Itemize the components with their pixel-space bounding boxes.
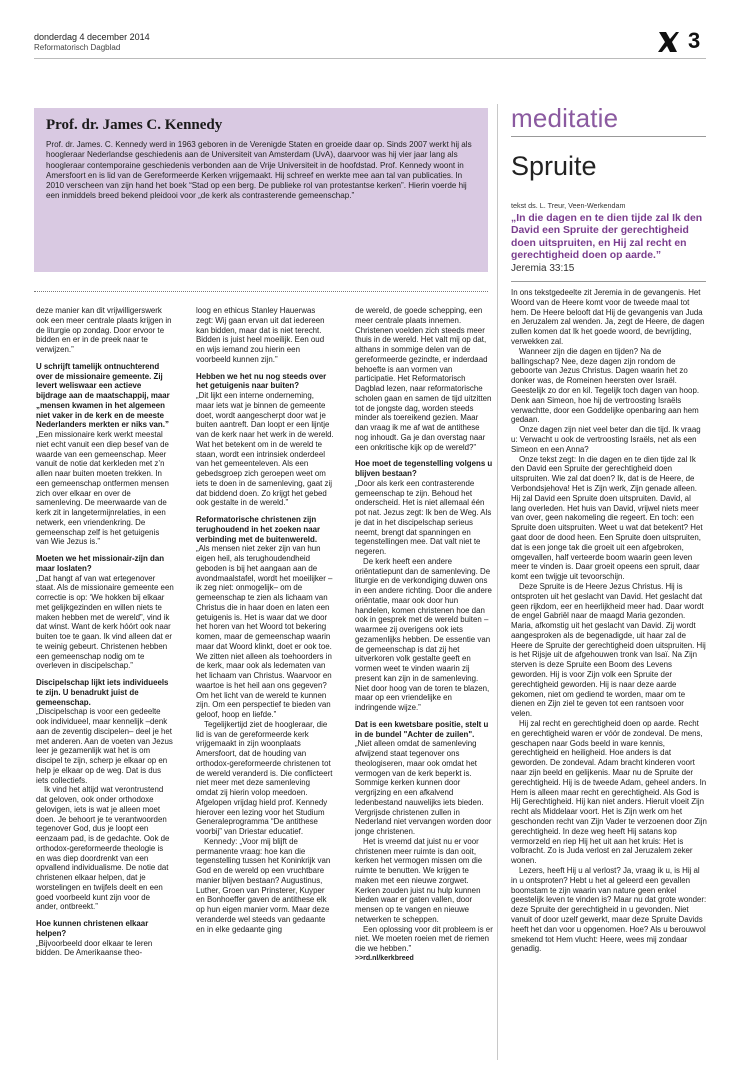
column-divider <box>497 104 498 1060</box>
article-paragraph: deze manier kan dit vrijwilligerswerk ook een meer centrale plaats krijgen in de liturgie op zondag. Door ervoor te bidden en er in de preek naar te verwijzen.” <box>36 306 172 354</box>
article-question: Discipelschap lijkt iets individueels te zijn. U benadrukt juist de gemeenschap. <box>36 678 169 707</box>
meditation-paragraph: Lezers, heeft Hij u al verlost? Ja, vraag ik u, is Hij al in u ontsproten? Hebt u het al geleerd een gevallen boomstam te zijn waarin van nature geen enkel geestelijk leven te vinden is? Maar nu dat grote wonder: deze Spruite der gerechtigheid in u gevonden. Niet vanuit of door uzelf gewerkt, maar deze Spruite Davids heeft het dan voor u opgenomen. Hoe? Als u berouwvol smekend tot Hem vlucht: Heere, wees mij zondaar genadig. <box>511 866 707 954</box>
article-column-3 <box>355 306 493 1064</box>
article-paragraph: de wereld, de goede schepping, een meer centrale plaats innemen. Christenen voelden zich steeds meer thuis in de wereld. Het valt mij op dat, althans in sommige delen van de gereformeerde gezindte, er inderdaad behoefte is aan vormen van participatie. Het Reformatorisch Dagblad lezen, naar reformatorische scholen gaan en samen de tijd uitzitten tot de jongste dag, worden steeds minder als toereikend gezien. Maar dan vraag ik me af wat de antithese nog inhoudt. Ga je dan overstag naar een onkritische kijk op de wereld?” <box>355 306 492 452</box>
meditation-paragraph: Wanneer zijn die dagen en tijden? Na de ballingschap? Nee, deze dagen zijn rondom de geboorte van Jezus Christus. Dagen waarin het zo donker was, de Romeinen heersten over Israël. Geestelijk zo dor en kil. Tegelijk toch dagen van hoop. Denk aan Simeon, hoe hij de vertroosting Israëls verwachtte, door een Goddelijke openbaring aan hem gedaan. <box>511 346 700 425</box>
meditation-paragraph: Hij zal recht en gerechtigheid doen op aarde. Recht en gerechtigheid waren er vóór de zondeval. De mens, geschapen naar Gods beeld in ware kennis, gerechtigheid en heiligheid. Hoe anders is dat geworden. De zondeval. Adam bracht kinderen voort naar zijn beeld en gelijkenis. Maar nu de Spruite der gerechtigheid. Hij is de tweede Adam, geheel anders. In Hem is alleen maar recht en gerechtigheid. Als God is Hij Gerechtigheid. Hij kan niet anders. Hieruit vloeit Zijn recht als Middelaar voort. Het is Zijn werk om het geschonden recht van Zijn Vader te verzoenen door Zijn gerechtigheid. In deze weg heeft Hij satans kop vermorzeld en riep Hij het uit aan het kruis: Het is volbracht. Zo is Juda verlost en zal Jeruzalem zeker wonen. <box>511 719 707 866</box>
article-paragraph: Het is vreemd dat juist nu er voor christenen meer ruimte is dan ooit, kerken het vermogen missen om die ruimte te benutten. We krijgen te maken met een nieuwe zorgwet. Kerken zouden juist nu hulp kunnen bieden waar er gaten vallen, door mensen op te vangen en nieuwe netwerken te scheppen. <box>355 836 483 924</box>
article-question: Hebben we het nu nog steeds over het getuigenis naar buiten? <box>196 371 327 391</box>
article-paragraph: Een oplossing voor dit probleem is er niet. We moeten roeien met de riemen die we hebben.” <box>355 924 493 953</box>
article-paragraph: „Als mensen niet zeker zijn van hun eigen heil, als terughoudendheid geboden is bij het aangaan aan de avondmaalstafel, wordt het moeilijker –ik zeg niet: onmogelijk– om de gemeenschap te zien als lichaam van Christus die in haar doen en laten een getuigenis is. Het is waar dat we door het horen van het Woord tot bekering komen, maar de gemeenschap waarin maar dat Woord klinkt, doet er ook toe. We zitten niet alleen als toehoorders in de kerk, maar ook als ledematen van het lichaam van Christus. Waarvoor en waartoe is het heil aan ons gegeven? Om het licht van de wereld te kunnen zijn. Om een perspectief te bieden van geloof, hoop en liefde.” <box>196 544 333 719</box>
article-paragraph: Tegelijkertijd ziet de hoogleraar, die lid is van de gereformeerde kerk vrijgemaakt in zijn woonplaats Amersfoort, dat de houding van orthodox-gereformeerde christenen tot de wereld veranderd is. Die conflicteert niet meer met deze samenleving omdat zij hierin volop meedoen. Afgelopen vrijdag hield prof. Kennedy hierover een lezing voor het Studium Generaleprogramma “De antithese voorbij” van Driestar educatief. <box>196 719 333 836</box>
article-paragraph: „Door als kerk een contrasterende gemeenschap te zijn. Behoud het onderscheid. Het is niet allemaal één pot nat. Jezus zegt: Ik ben de Weg. Als je dat in het discipelschap serieus neemt, brengt dat spanningen en tegenstellingen mee. Dat valt niet te negeren. <box>355 478 492 556</box>
meditation-paragraph: In ons tekstgedeelte zit Jeremia in de gevangenis. Het Woord van de Heere komt voor de tweede maal tot hem. De Heere belooft dat Hij de gevangenis van Juda en Jeruzalem zal wenden. Ja, zegt de Heere, de dagen zullen komen dat Ik het goede woord, de bevrijding, verwekken zal. <box>511 288 705 346</box>
meditation-paragraph: Onze tekst zegt: In die dagen en te dien tijde zal Ik den David een Spruite der gerechtigheid doen uitspruiten. Wie zal dat doen? Ik, dat is de Heere, de Verbondsjehova! Het is Zijn werk, Zijn genade alleen. Hij zal David een Spruite doen uitspruiten. David, al lang overleden. Het huis van David, vrijwel niets meer van over, geen nakomeling die regeert. En toch: een Spruite doen uitspruiten. Weet u wat dat betekent? Het gaat door de dood heen. Een Spruite doen uitspruiten, dat is een jonge tak die groeit uit een afgebroken, omgevallen, half verteerde boom waarin geen leven meer te vinden is. Daar groeit opeens een spruit, daar komt een twijgje uit tevoorschijn. <box>511 454 703 582</box>
article-question: U schrijft tamelijk ontnuchterend over de missionaire gemeente. Zij levert weliswaar een actieve bijdrage aan de maatschappij, maar „mensen kwamen in het algemeen niet vaker in de kerk en de meeste Nederlanders merkten er niks van.” <box>36 361 170 430</box>
bible-reference: Jeremia 33:15 <box>511 263 575 274</box>
article-web-link[interactable]: >>rd.nl/kerkbreed <box>355 954 414 962</box>
bio-text: Prof. dr. James. C. Kennedy werd in 1963 geboren in de Verenigde Staten en groeide daar op. Sinds 2007 werkt hij als hoogleraar Nederlandse geschiedenis aan de Universiteit van Amsterdam (UvA), daarvoor was hij vier jaar lang als hoogleraar contemporaine geschiedenis verbonden aan de Vrije Universiteit in de hoofdstad. Prof. Kennedy woont in Amersfoort en is lid van de Gereformeerde Kerken vrijgemaakt. Hij schreef en werkte mee aan tal van publicaties. In 2010 verscheen van zijn hand het boek “Stad op een berg. De publieke rol van protestantse kerken”. Hierin voerde hij een inmiddels breed bekend pleidooi voor „de kerk als contrasterende gemeenschap.” <box>46 140 472 201</box>
meditation-body <box>511 288 707 1058</box>
header-divider <box>34 58 706 59</box>
rd-x-logo-icon <box>656 30 680 54</box>
meditation-paragraph: Onze dagen zijn niet veel beter dan die tijd. Ik vraag u: Verwacht u ook de vertroosting Israëls, net als een Simeon en een Anna? <box>511 425 701 454</box>
article-column-2 <box>196 306 334 1064</box>
article-question: Hoe kunnen christenen elkaar helpen? <box>36 919 149 938</box>
section-rule <box>511 136 706 137</box>
article-paragraph: De kerk heeft een andere oriëntatiepunt dan de samenleving. De liturgie en de verkondiging duwen ons in een andere richting. Door die andere oriëntatie, maar ook door hun handelen, komen christenen hoe dan ook in gesprek met de wereld buiten – waarmee zij overigens ook iets gezamenlijks hebben. De essentie van de gemeenschap is dat zij het uitverkoren volk gestalte geeft en vormen weet te vinden waarin zij present kan zijn in de samenleving. Niet door hoog van de toren te blazen, maar op een vriendelijke en indringende wijze.” <box>355 556 492 712</box>
article-paragraph: „Bijvoorbeeld door elkaar te leren bidden. De Amerikaanse theo- <box>36 938 153 958</box>
meditation-paragraph: Deze Spruite is de Heere Jezus Christus. Hij is ontsproten uit het geslacht van David. Het geslacht dat geen rijkdom, eer en heerlijkheid meer had. Daar wordt de engel Gabriël naar de maagd Maria gezonden. Maria, afkomstig uit het geslacht van David. Zij wordt aangesproken als de begenadigde, uit haar zal de Heere de Spruite der gerechtigheid doen uitspruiten. Hij is het Rijsje uit de afgehouwen tronk van Isaï. Na Zijn sterven is deze Spruite een Boom des Levens geworden. Hij is voor Zijn volk een Spruite der gerechtigheid geworden. Hij is naar deze aarde gekomen, niet om gediend te worden, maar om te dienen en Zijn ziel te geven tot een rantsoen voor velen. <box>511 581 706 719</box>
article-paragraph: „Niet alleen omdat de samenleving afwijzend staat tegenover ons theologiseren, maar ook omdat het vermogen van de kerk beperkt is. Sommige kerken kunnen door vergrijzing en een afkalvend ledenbestand nauwelijks iets bieden. Vergrijsde christenen zullen in Nederland niet vervangen worden door jonge christenen. <box>355 739 492 836</box>
issue-date: donderdag 4 december 2014 <box>34 32 150 42</box>
section-label: meditatie <box>511 103 619 133</box>
article-paragraph: Kennedy: „Voor mij blijft de permanente vraag: hoe kan die tegenstelling tussen het Koninkrijk van God en de wereld op een vruchtbare manier blijven bestaan? Augustinus, Luther, Groen van Prinsterer, Kuyper en Bonhoeffer gaven de antithese elk op hun eigen manier vorm. Maar deze veranderde wel steeds van gedaante en in elke gedaante ging <box>196 836 331 934</box>
article-column-1 <box>36 306 174 1064</box>
article-paragraph: „Dat hangt af van wat ertegenover staat. Als de missionaire gemeente een correctie is op: ‘We hokken bij elkaar met gelijkgezinden en willen niets te maken hebben met de wereld”, vind ik dat winst. Want de kerk hóórt ook naar buiten toe te gaan. Ik vind alleen dat er te weinig gebeurt. Christenen hebben een gemeenschap nodig om te overleven in discipelschap.” <box>36 573 174 671</box>
page-number: 3 <box>688 28 701 53</box>
article-paragraph: loog en ethicus Stanley Hauerwas zegt: Wij gaan ervan uit dat iedereen kan bidden, maar dat is niet terecht. Bidden is juist heel moeilijk. Een oud en wijs iemand zou hierin een voorbeeld kunnen zijn.” <box>196 306 325 364</box>
meditation-author: tekst ds. L. Treur, Veen-Werkendam <box>511 201 626 210</box>
article-question: Hoe moet de tegenstelling volgens u blijven bestaan? <box>355 459 493 478</box>
bible-quote: „In die dagen en te dien tijde zal Ik den David een Spruite der gerechtigheid doen uitspruiten, en Hij zal recht en gerechtigheid doen op aarde.” <box>511 213 703 261</box>
article-question: Dat is een kwetsbare positie, stelt u in de bundel "Achter de zuilen". <box>355 719 489 739</box>
article-paragraph: Ik vind het altijd wat verontrustend dat geloven, ook onder orthodoxe gelovigen, iets is wat je alleen moet doen. Je behoort je te verantwoorden tegenover God, dus je loopt een eenzaam pad, is de gedachte. Ook de orthodox-gereformeerde theologie is en was diep doordrenkt van een opvallend individualisme. De notie dat christenen elkaar helpen, dat je worstelingen en twijfels deelt en een goed voorbeeld kunt zijn voor de ander, ontbreekt.” <box>36 785 170 912</box>
article-question: Moeten we het missionair-zijn dan maar loslaten? <box>36 554 165 573</box>
article-paragraph: „Discipelschap is voor een gedeelte ook individueel, maar kennelijk –denk aan de zeventig discipelen– deel je het met anderen. Aan de voeten van Jezus leer je gezamenlijk wat het is om discipel te zijn, scherp je elkaar op en help je elkaar op de weg. Dat is dus iets collectiefs. <box>36 707 173 785</box>
article-question: Reformatorische christenen zijn terughoudend in het zoeken naar verbinding met de buitenwereld. <box>196 515 321 544</box>
bio-title: Prof. dr. James C. Kennedy <box>46 117 223 133</box>
article-paragraph: „Een missionaire kerk werkt meestal niet echt vanuit een diep besef van de waarde van een gemeenschap. Meer vanuit de notie dat kerkleden met z’n allen naar buiten moeten trekken. In een gemeenschap ontfermen mensen zich over elkaar en over de samenleving. De meerwaarde van de kerk zit in langetermijnrelaties, in een netwerk, een vriendenkring. De gemeenschap zelf is het getuigenis van Wie Jezus is.” <box>36 430 169 547</box>
bio-box <box>34 108 488 272</box>
article-paragraph: „Dit lijkt een interne onderneming, maar iets wat je binnen de gemeente doet, wordt aangescherpt door wat je buiten aantreft. Dan loopt er een lijntje van de kerk naar het werk in de wereld. Wat het betekent om in de wereld te staan, wordt een intrinsiek onderdeel van het gemeenteleven. Als een gebedsgroep zich geroepen weet om iets te doen in de samenleving, gaat zij dat biddend doen. Zo krijgt het gebed ook gestalte in de wereld.” <box>196 391 334 508</box>
article-divider <box>34 291 488 292</box>
meditation-title: Spruite <box>511 151 597 181</box>
newspaper-name: Reformatorisch Dagblad <box>34 43 121 52</box>
quote-rule <box>511 281 706 282</box>
